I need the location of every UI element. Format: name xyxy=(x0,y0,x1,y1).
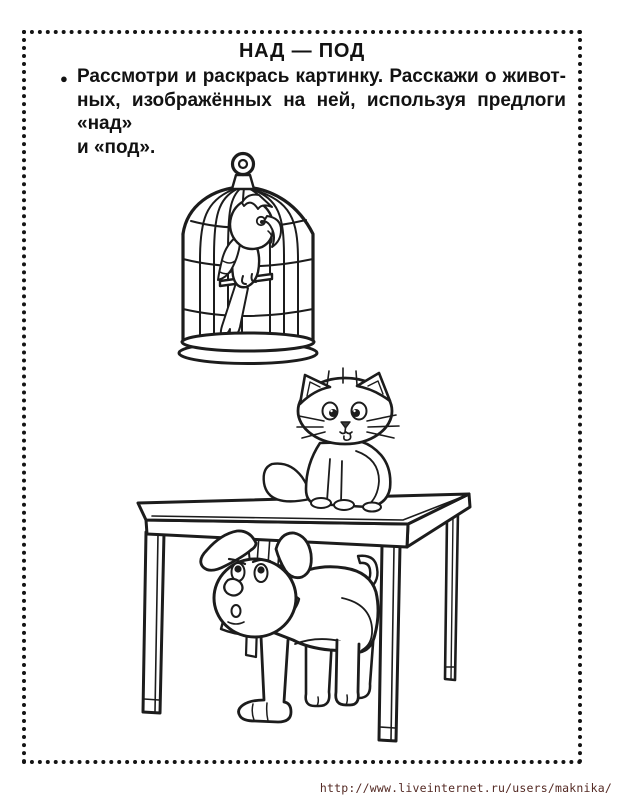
instruction-line-3: и «под». xyxy=(77,136,156,158)
dog-drawing xyxy=(201,531,378,722)
dog-right-pupil xyxy=(257,566,264,573)
cat-right-pupil xyxy=(352,409,360,417)
cat-front-paw-right xyxy=(334,500,354,510)
table-leg-front-right xyxy=(379,545,400,741)
parrot-head xyxy=(230,200,273,249)
cat-left-pupil xyxy=(329,409,337,417)
dog-left-pupil xyxy=(234,565,241,572)
cage-mount xyxy=(232,175,254,189)
table-leg-front-left xyxy=(143,532,164,713)
page-title: НАД — ПОД xyxy=(238,40,366,62)
cage-base-top xyxy=(182,333,314,351)
cat-drawing xyxy=(264,368,399,512)
cat-hind-paw xyxy=(363,503,381,512)
cat-tail xyxy=(264,464,311,502)
table-leg-back-right xyxy=(445,512,458,680)
cat-left-glint xyxy=(330,410,332,412)
instruction-line-2: ных, изображённых на ней, используя предлоги «над» xyxy=(77,89,566,134)
cat-front-paw-left xyxy=(311,498,331,508)
cage-hanging-ring xyxy=(233,154,254,175)
dog-nose xyxy=(224,579,242,596)
footer-url: http://www.liveinternet.ru/users/maknika/ xyxy=(319,781,612,795)
instruction-line-1: Рассмотри и раскрась картинку. Расскажи о живот- xyxy=(77,66,566,87)
parrot-tail xyxy=(221,283,248,336)
cat-philtrum xyxy=(345,428,346,432)
bullet-marker: ● xyxy=(60,71,68,86)
dog-mouth xyxy=(232,605,241,617)
birdcage-drawing xyxy=(179,154,317,364)
cat-right-glint xyxy=(353,410,355,412)
